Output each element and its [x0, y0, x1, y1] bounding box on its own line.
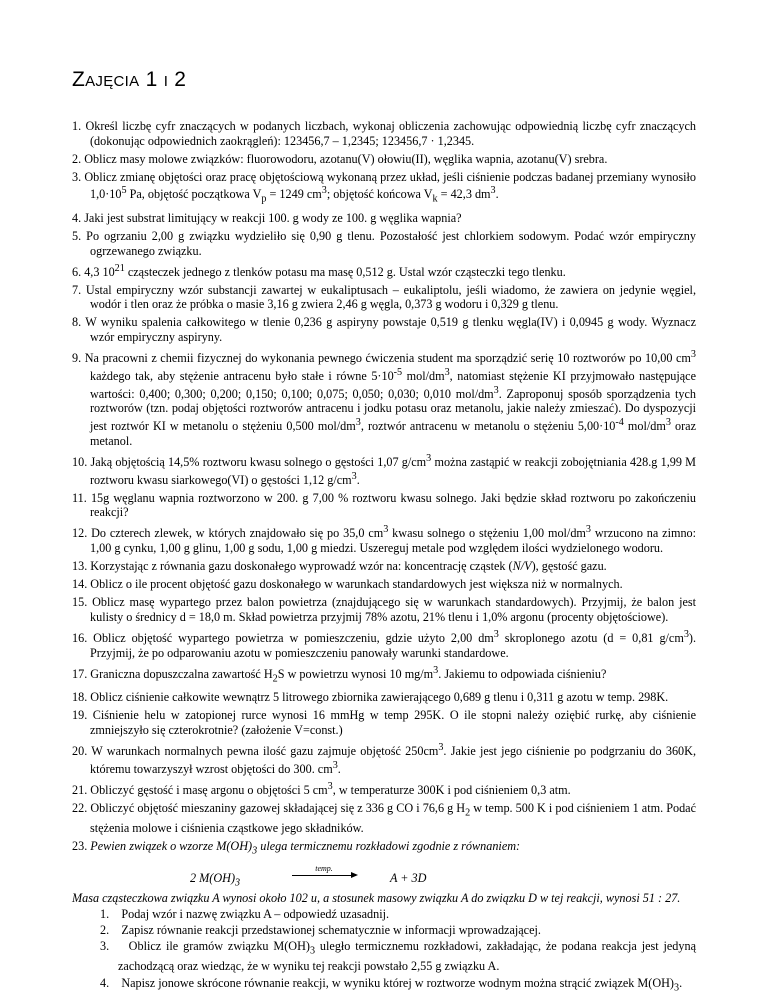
- task-item: 6. 4,3 $10^{21}$ cząsteczek jednego z tlenków potasu ma masę 0,512 g. Ustal wzór cząsteczki tego tlenku.: [72, 262, 566, 279]
- task-item: 17. Graniczna dopuszczalna zawartość $H_2S$ w powietrzu wynosi 10 $mg/m^3$. Jakiemu to odpowiada ciśnieniu?: [72, 664, 607, 685]
- task-item: 5. Po ogrzaniu 2,00 g związku wydzieliło się 0,90 g tlenu. Pozostałość jest chlorkiem sodowym. Podać wzór empiryczny ogrzewanego związku.: [72, 228, 696, 258]
- task-item: 19. Ciśnienie helu w zatopionej rurce wynosi 16 mmHg w temp 295K. O ile stopni należy oziębić rurkę, aby ciśnienie zmniejszyło się czterokrotnie? (założenie V=const.): [72, 708, 696, 737]
- arrow-label: temp.: [315, 863, 333, 873]
- task-item: 4. Jaki jest substrat limitujący w reakcji 100. g wody ze 100. g węglika wapnia?: [72, 210, 462, 225]
- task-list: [72, 119, 696, 859]
- task-item: 22. Obliczyć objętość mieszaniny gazowej składającej się z 336 g CO i 76,6 g $H_2$ w temp. 500 K i pod ciśnieniem 1 atm. Podać stężenia molowe i ciśnienia cząstkowe jego składników.: [72, 800, 697, 835]
- subtask-list: [72, 907, 696, 996]
- task-item: 11. 15g węglanu wapnia roztworzono w 200. g 7,00 % roztworu kwasu solnego. Jaki będzie skład roztworu po zakończeniu reakcji?: [72, 490, 696, 520]
- task-item: 2. Oblicz masy molowe związków: fluorowodoru, azotanu(V) ołowiu(II), węglika wapnia, azotanu(V) srebra.: [72, 151, 608, 166]
- reaction-equation: [72, 863, 696, 889]
- task-item: 23. Pewien związek o wzorze $M(OH)_3$ ulega termicznemu rozkładowi zgodnie z równaniem:: [72, 838, 521, 857]
- task-item: 7. Ustal empiryczny wzór substancji zawartej w eukaliptusach – eukaliptolu, jeśli wiadomo, że zawiera on jedynie węgiel, wodór i tlen oraz że próbka o masie 3,16 g zwiera 2,46 g węgla, 0,373 g wodoru i 0,329 g tlenu.: [72, 282, 696, 312]
- task-item: 9. Na pracowni z chemii fizycznej do wykonania pewnego ćwiczenia student ma sporządzić serię 10 roztworów po 10,00 $cm^3$ każdego tak, aby stężenie antracenu było stałe i równe $5\cdot 10^{-5}$ mol/$dm^3$, natomiast stężenie KI przyjmowało następujące wartości: 0,400; 0,300; 0,200; 0,150; 0,100; 0,075; 0,050; 0,030; 0,010 mol/$dm^3$. Zaproponuj sposób sporządzenia tych roztworów (tzn. podaj objętości roztworów antracenu i jodku potasu oraz metanolu, jakie należy zmieszać). Do dyspozycji jest roztwór KI w metanolu o stężeniu 0,500 mol/$dm^3$, roztwór antracenu w metanolu o stężeniu $5,00\cdot 10^{-4}$ mol/$dm^3$ oraz metanol.: [72, 349, 696, 448]
- task-item: 15. Oblicz masę wypartego przez balon powietrza (znajdującego się w warunkach standardowych). Przyjmij, że balon jest kulisty o średnicy d = 18,0 m. Skład powietrza przyjmij 78% azotu, 21% tlenu i 1,0% argonu (procenty objętościowe).: [72, 595, 696, 624]
- document-page: [72, 68, 696, 997]
- task-item: 20. W warunkach normalnych pewna ilość gazu zajmuje objętość $250cm^3$. Jakie jest jego ciśnienie po podgrzaniu do 360K, któremu towarzyszył wzrost objętości do 300. $cm^3$.: [72, 741, 696, 776]
- reaction-arrow: [292, 865, 356, 876]
- subtask-item: 2. Zapisz równanie reakcji przedstawionej schematycznie w informacji wprowadzającej.: [100, 922, 541, 937]
- equation-lhs: 2 $M(OH)_3$: [190, 870, 241, 889]
- task-item: 13. Korzystając z równania gazu doskonałego wyprowadź wzór na: koncentrację cząstek (N/V), gęstość gazu.: [72, 559, 607, 574]
- task-item: 21. Obliczyć gęstość i masę argonu o objętości 5 $cm^3$, w temperaturze 300K i pod ciśnieniem 0,3 atm.: [72, 780, 571, 797]
- task-item: 16. Oblicz objętość wypartego powietrza w pomieszczeniu, gdzie użyto 2,00 $dm^3$ skroplonego azotu (d = 0,81 $g/cm^3$). Przyjmij, że po odparowaniu azotu w pomieszczeniu panowały warunki standardowe.: [72, 628, 696, 660]
- task-item: 12. Do czterech zlewek, w których znajdowało się po 35,0 $cm^3$ kwasu solnego o stężeniu 1,00 mol/$dm^3$ wrzucono na zimno: 1,00 g cynku, 1,00 g glinu, 1,00 g sodu, 1,00 g miedzi. Uszereguj metale pod względem ilości wydzielonego wodoru.: [72, 524, 697, 556]
- subtask-item: 3. Oblicz ile gramów związku $M(OH)_3$ uległo termicznemu rozkładowi, zakładając, że podana reakcja jest jedyną zachodzącą oraz wiedząc, że w wyniku tej reakcji powstało 2,55 g związku A.: [100, 939, 697, 974]
- task-item: 1. Określ liczbę cyfr znaczących w podanych liczbach, wykonaj obliczenia zachowując odpowiednią liczbę cyfr znaczących (dokonując odpowiednich zaokrągleń): 123456,7 – 1,2345; 123456,7 · 1,2345.: [72, 119, 696, 148]
- equation-rhs: A + 3D: [390, 870, 427, 885]
- task-23-info: Masa cząsteczkowa związku A wynosi około 102 u, a stosunek masowy związku A do związku D w tej reakcji, wynosi 51 : 27.: [72, 890, 681, 905]
- task-item: 18. Oblicz ciśnienie całkowite wewnątrz 5 litrowego zbiornika zawierającego 0,689 g tlenu i 0,311 g azotu w temp. 298K.: [72, 690, 669, 705]
- task-item: 10. Jaką objętością 14,5% roztworu kwasu solnego o gęstości 1,07 $g/cm^3$ można zastąpić w reakcji zobojętniania 428.g 1,99 M roztworu kwasu siarkowego(VI) o gęstości 1,12 $g/cm^3$.: [72, 452, 696, 487]
- arrow-icon: [292, 875, 356, 876]
- page-title: Zajęcia 1 i 2: [72, 68, 187, 91]
- task-item: 8. W wyniku spalenia całkowitego w tlenie 0,236 g aspiryny powstaje 0,519 g tlenku węgla(IV) i 0,0945 g wody. Wyznacz wzór empiryczny aspiryny.: [72, 315, 696, 345]
- task-item: 14. Oblicz o ile procent objętość gazu doskonałego w warunkach standardowych jest większa niż w normalnych.: [72, 577, 623, 592]
- subtask-item: 1. Podaj wzór i nazwę związku A – odpowiedź uzasadnij.: [100, 906, 390, 921]
- subtask-item: 4. Napisz jonowe skrócone równanie reakcji, w wyniku której w roztworze wodnym można strącić związek $M(OH)_3$.: [100, 975, 683, 994]
- task-item: 3. Oblicz zmianę objętości oraz pracę objętościową wykonaną przez układ, jeśli ciśnienie podczas badanej przemiany wynosiło $1,0\cdot 10^5$ Pa, objętość początkowa $V_p = 1249$ $cm^3$; objętość końcowa $V_k = 42,3$ $dm^3$.: [72, 169, 696, 205]
